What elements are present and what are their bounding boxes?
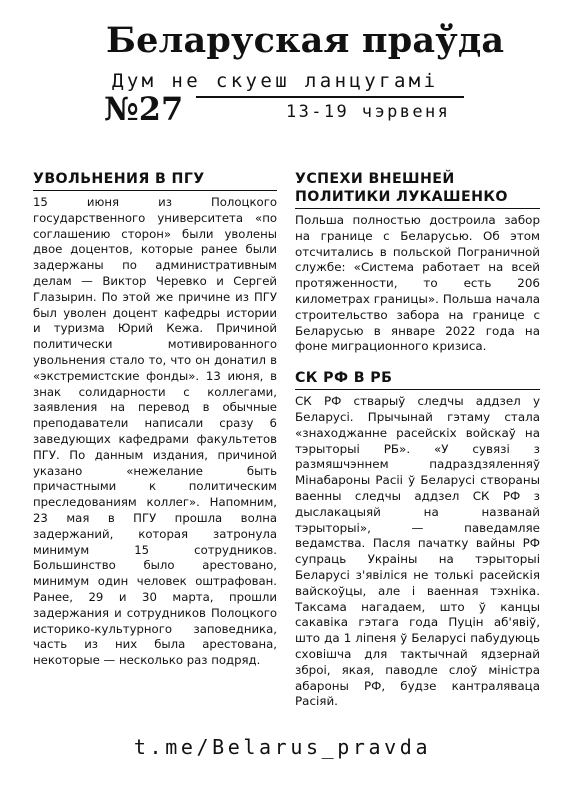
article-body: 15 июня из Полоцкого государственного университета «по соглашению сторон» были уволены двое доцентов, которые ранее были задержаны по административным делам — Виктор Черевко и Сергей Глазырин. По этой же причине из ПГУ был уволен доцент кафедры истории и туризма Юрий Кежа. Причиной политически мотивированного увольнения стало то, что он донатил в «экстремистские фонды». 13 июня, в знак солидарности с коллегами, заявления на перевод в обычные преподаватели написали сразу 6 заведующих кафедрами факультетов ПГУ. По данным издания, причиной указано «нежелание быть причастными к политическим преследованиям коллег». Напомним, 23 мая в ПГУ прошла волна задержаний, которая затронула минимум 15 сотрудников. Большинство было арестовано, минимум один человек оштрафован. Ранее, 29 и 30 марта, прошли задержания и сотрудников Полоцкого историко-культурного заповедника, часть из них была арестована, некоторые — несколько раз подряд. [33,195,277,668]
article-sk-rf [295,369,540,710]
article-pgu-dismissals [33,170,277,669]
article-heading: УВОЛЬНЕНИЯ В ПГУ [33,170,277,191]
telegram-link[interactable]: t.me/Belarus_pravda [133,735,432,759]
newspaper-slogan: Дум не скуеш ланцугамі [112,70,439,92]
article-body: Польша полностью достроила забор на границе с Беларусью. Об этом отсчитались в польской Пограничной службе: «Система работает на всей протяженности, то есть 206 километрах границы». Польша начала строительство забора на границе с Беларусью в январе 2022 года на фоне миграционного кризиса. [295,213,540,354]
article-column-left [33,170,277,669]
article-heading: УСПЕХИ ВНЕШНЕЙ ПОЛИТИКИ ЛУКАШЕНКО [295,170,540,209]
article-heading: СК РФ В РБ [295,369,540,390]
article-column-right [295,170,540,710]
article-body: СК РФ стварыў следчы аддзел у Беларусі. Прычынай гэтаму стала «знаходжанне расейскіх войскаў на тэрыторыі РБ». «У сувязі з размяшчэннем падраздзяленняў Мінабароны Расіі ў Беларусі створаны ваенны следчы аддзел СК РФ з дыслакацыяй на названай тэрыторыі», — паведамляе ведамства. Пасля пачатку вайны РФ супраць Украіны на тэрыторыі Беларусі з'явіліся не толькі расейскія вайскоўцы, але і ваенная тэхніка. Таксама нагадаем, што ў канцы сакавіка гэтага года Пуцін аб'явіў, што да 1 ліпеня ў Беларусі пабудуюць сховішча для тактычнай ядзернай зброі, якая, паводле слоў міністра абароны РФ, будзе кантраляваца Расіяй. [295,394,540,709]
masthead-divider [196,96,464,98]
issue-dates: 13-19 чэрвеня [286,102,451,122]
issue-number: №27 [104,90,184,128]
article-foreign-policy [295,170,540,355]
newspaper-title: Беларуская праўда [106,20,505,61]
masthead [0,0,565,140]
